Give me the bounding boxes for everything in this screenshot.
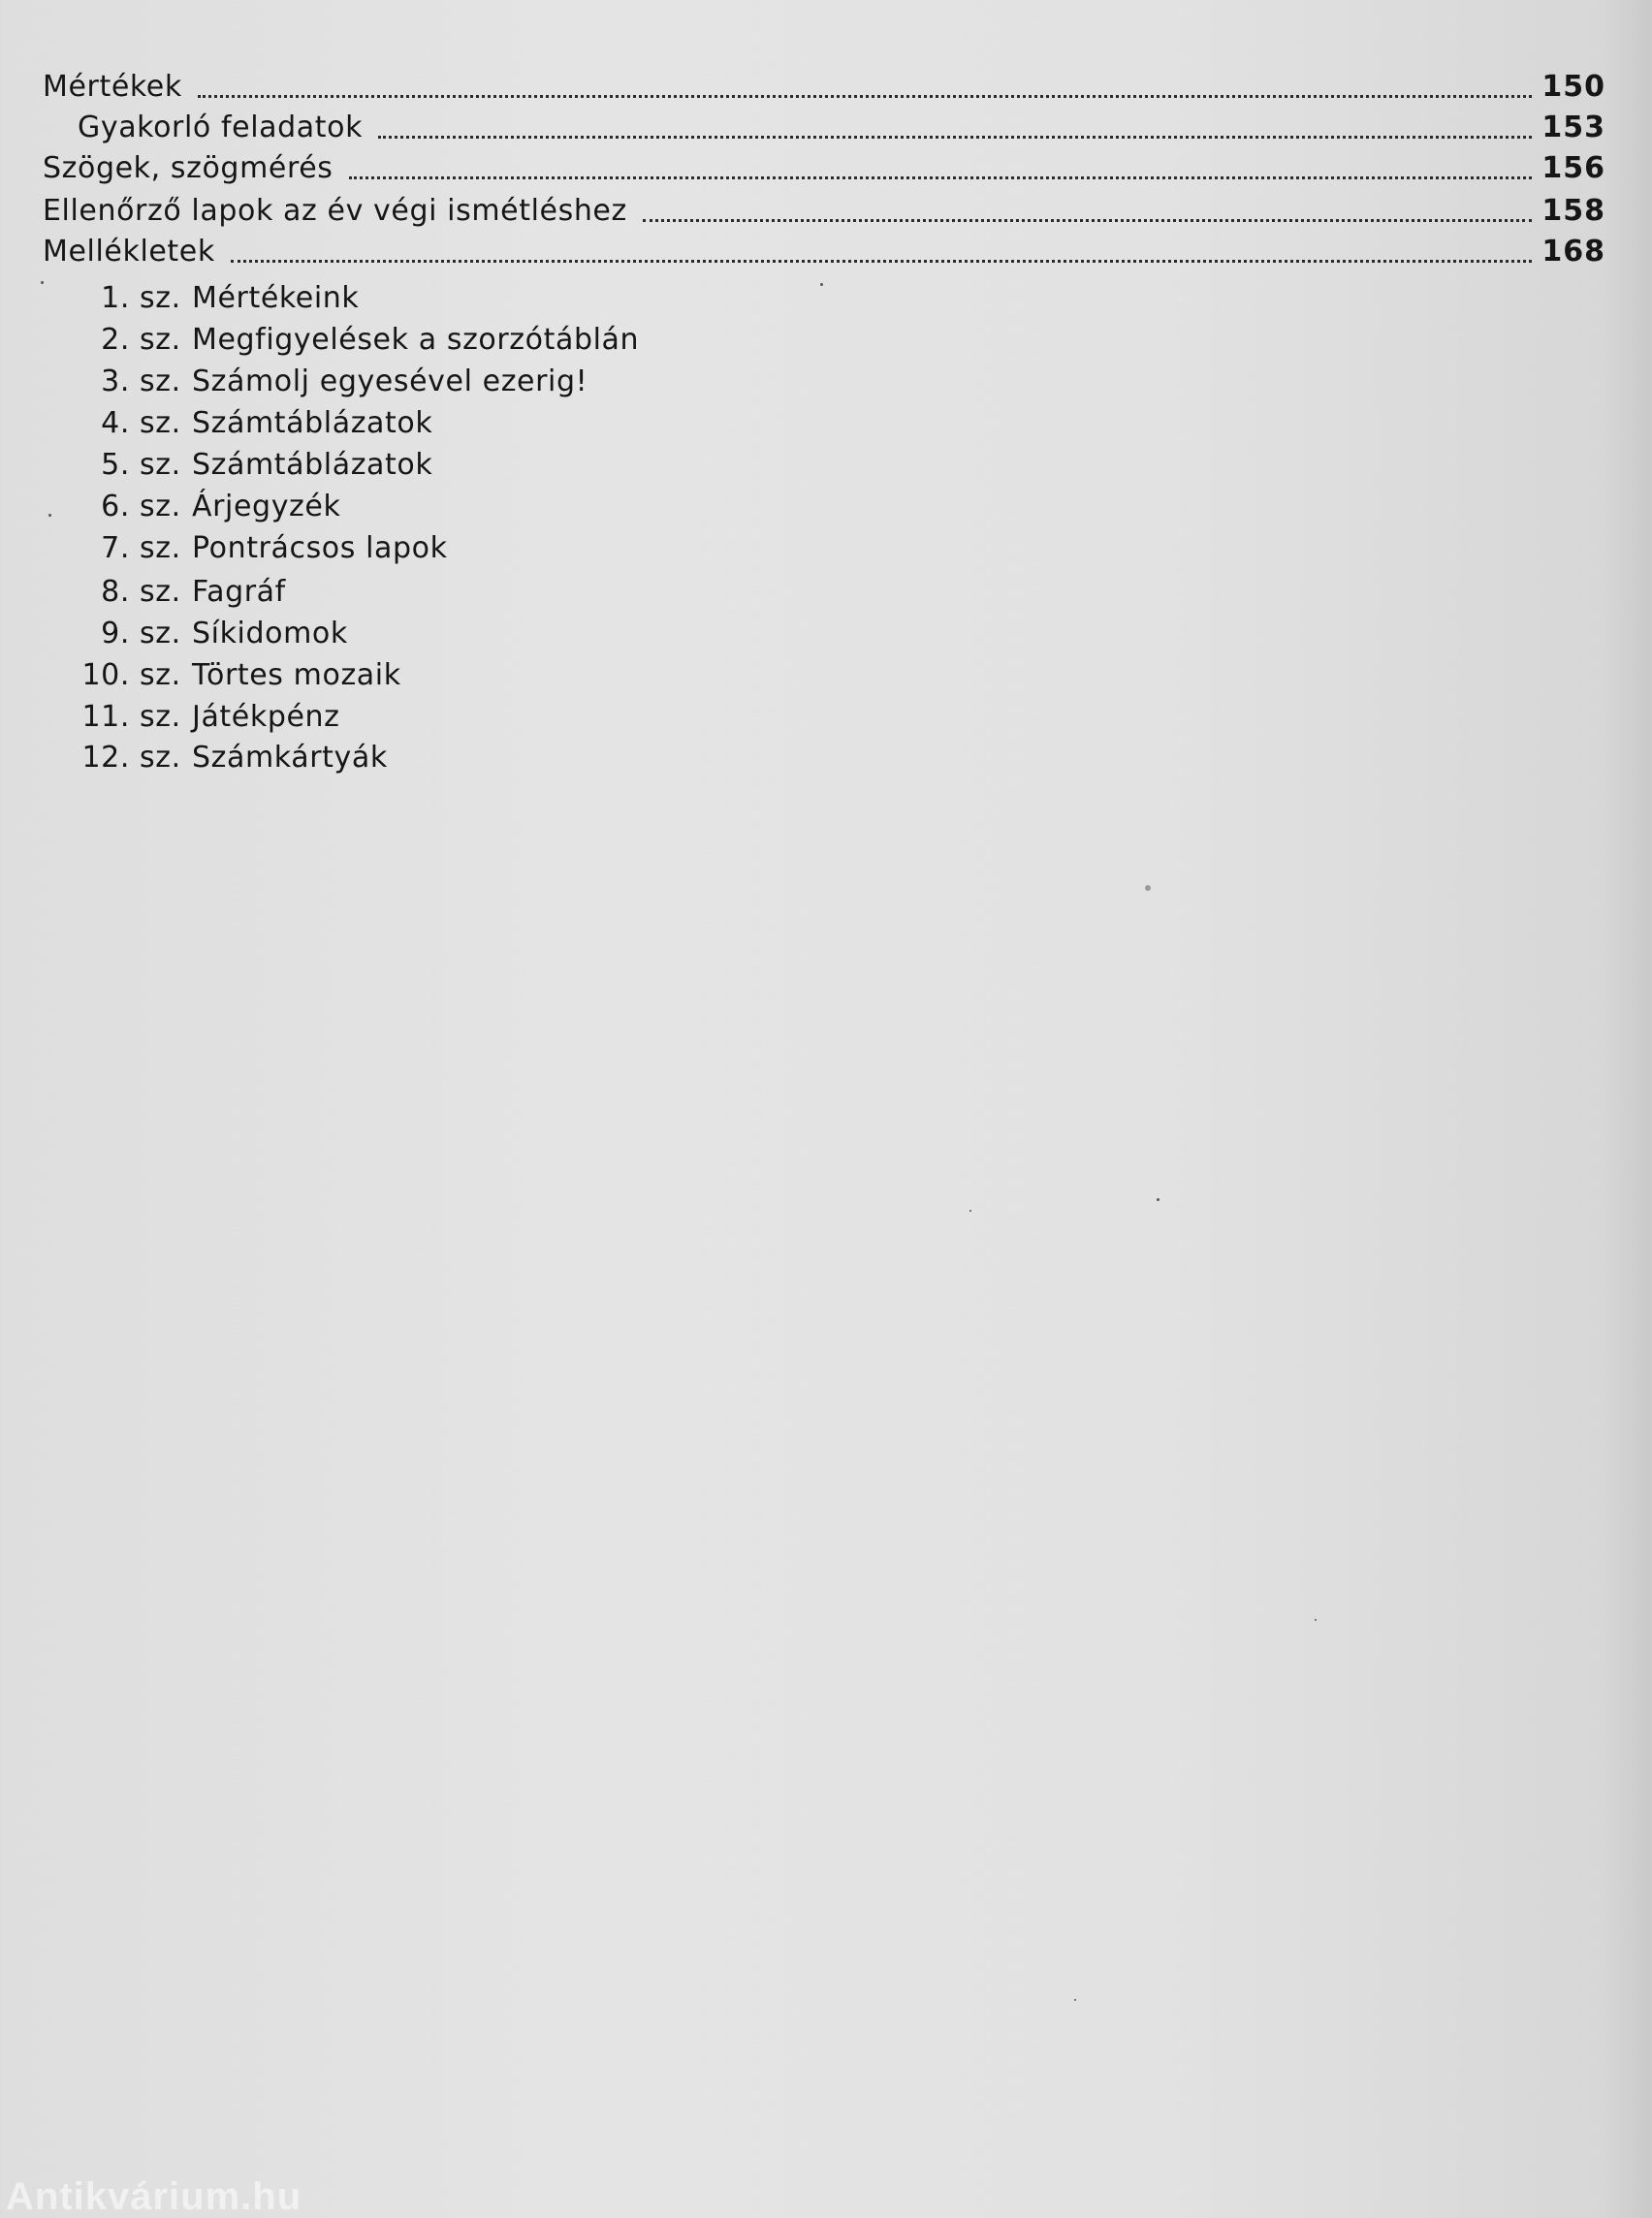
toc-entry-page: 168	[1541, 235, 1605, 269]
appendix-item	[43, 363, 588, 401]
appendix-sz: sz.	[140, 617, 181, 650]
dot-leader	[231, 260, 1533, 263]
dot-leader	[643, 219, 1533, 222]
appendix-sz: sz.	[140, 281, 181, 315]
appendix-title: Számolj egyesével ezerig!	[192, 364, 588, 398]
appendix-item	[43, 739, 388, 777]
appendix-title: Fagráf	[192, 575, 286, 609]
appendix-item	[43, 698, 340, 737]
appendix-number: 6.	[101, 490, 130, 523]
appendix-sz: sz.	[140, 658, 181, 692]
appendix-sz: sz.	[140, 406, 181, 440]
toc-entry-ellenorzo-lapok	[43, 188, 1605, 231]
appendix-title: Megfigyelések a szorzótáblán	[192, 323, 640, 357]
scan-speck	[1145, 885, 1151, 891]
scan-speck	[1157, 1198, 1160, 1201]
appendix-number: 4.	[101, 406, 130, 440]
toc-entry-title: Szögek, szögmérés	[43, 151, 334, 185]
toc-entry-title: Gyakorló feladatok	[78, 111, 364, 144]
appendix-number: 12.	[81, 741, 130, 775]
appendix-item	[43, 529, 448, 568]
scan-speck	[969, 1210, 971, 1212]
toc-entry-szogek	[43, 145, 1605, 188]
appendix-number: 8.	[101, 575, 130, 609]
appendix-sz: sz.	[140, 531, 181, 565]
dot-leader	[349, 176, 1533, 179]
scan-speck	[1074, 1999, 1076, 2001]
appendix-number: 3.	[101, 364, 130, 398]
appendix-sz: sz.	[140, 575, 181, 609]
appendix-title: Számtáblázatok	[192, 448, 433, 482]
appendix-number: 11.	[81, 700, 130, 734]
appendix-item	[43, 573, 286, 612]
toc-entry-title: Mértékek	[43, 70, 182, 104]
toc-entry-page: 153	[1541, 111, 1605, 144]
dot-leader	[198, 95, 1533, 98]
antikvarium-watermark: Antikvárium.hu	[6, 2175, 302, 2218]
toc-entry-mertekek	[43, 64, 1605, 107]
toc-entry-page: 156	[1541, 151, 1605, 185]
toc-entry-page: 150	[1541, 70, 1605, 104]
appendix-number: 1.	[101, 281, 130, 315]
appendix-item	[43, 488, 340, 526]
appendix-item	[43, 446, 432, 485]
appendix-title: Számtáblázatok	[192, 406, 433, 440]
dot-leader	[378, 136, 1532, 139]
scan-speck	[1315, 1619, 1317, 1621]
scan-speck	[41, 281, 44, 284]
appendix-number: 9.	[101, 617, 130, 650]
scan-speck	[48, 514, 51, 517]
toc-entry-page: 158	[1541, 194, 1605, 228]
appendix-number: 5.	[101, 448, 130, 482]
appendix-title: Számkártyák	[192, 741, 388, 775]
toc-entry-mellekletek	[43, 229, 1605, 271]
appendix-title: Árjegyzék	[192, 490, 341, 523]
scan-speck	[820, 283, 823, 286]
appendix-item	[43, 279, 359, 318]
toc-entry-title: Ellenőrző lapok az év végi ismétléshez	[43, 194, 627, 228]
appendix-sz: sz.	[140, 490, 181, 523]
appendix-item	[43, 404, 432, 443]
appendix-sz: sz.	[140, 364, 181, 398]
appendix-sz: sz.	[140, 323, 181, 357]
appendix-number: 7.	[101, 531, 130, 565]
appendix-title: Mértékeink	[192, 281, 360, 315]
appendix-sz: sz.	[140, 700, 181, 734]
appendix-sz: sz.	[140, 448, 181, 482]
appendix-title: Játékpénz	[192, 700, 340, 734]
appendix-title: Pontrácsos lapok	[192, 531, 448, 565]
appendix-item	[43, 615, 348, 653]
appendix-title: Törtes mozaik	[192, 658, 401, 692]
appendix-number: 10.	[81, 658, 130, 692]
toc-entry-gyakorlo-feladatok	[78, 105, 1605, 147]
appendix-title: Síkidomok	[192, 617, 348, 650]
toc-entry-title: Mellékletek	[43, 235, 215, 269]
appendix-item	[43, 321, 639, 360]
appendix-sz: sz.	[140, 741, 181, 775]
appendix-number: 2.	[101, 323, 130, 357]
appendix-item	[43, 656, 401, 695]
